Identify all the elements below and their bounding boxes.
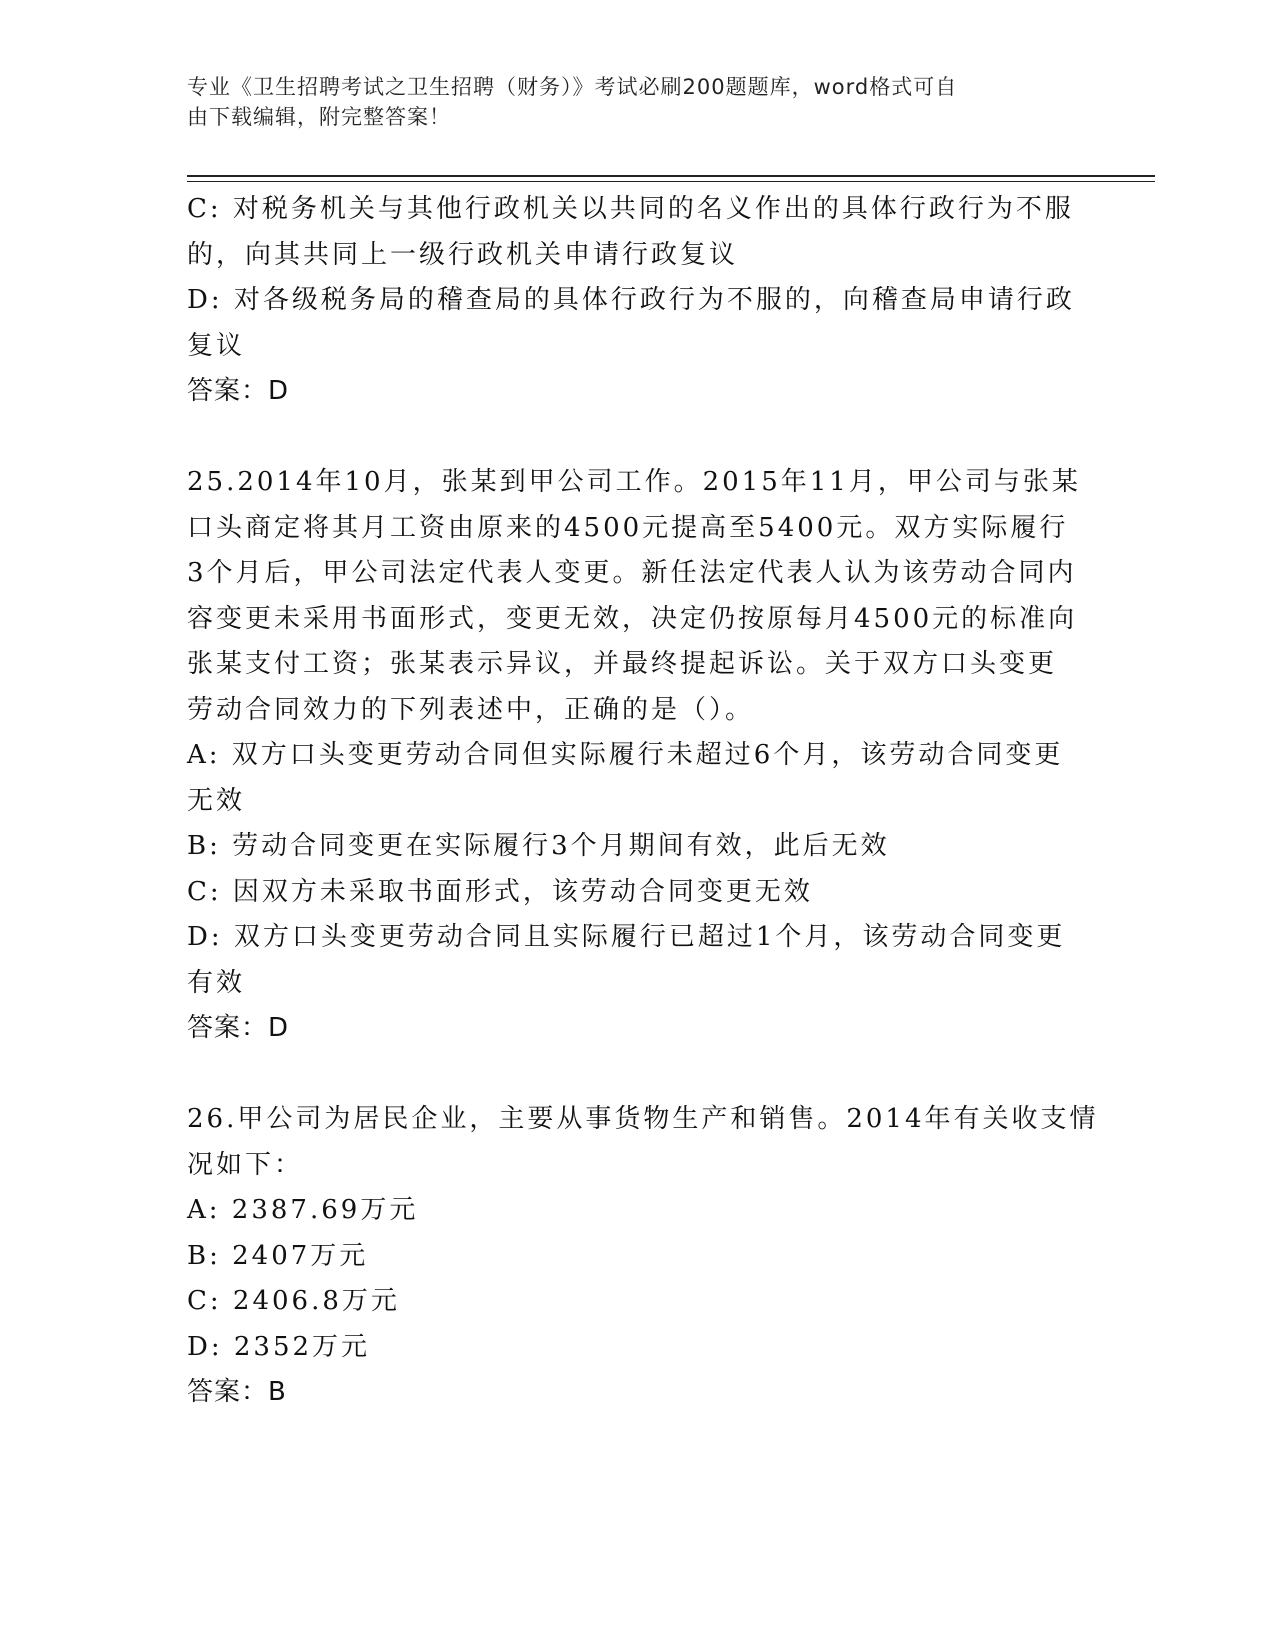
q26-answer: 答案：B [187, 1377, 287, 1407]
q25-stem-line-2: 口头商定将其月工资由原来的4500元提高至5400元。双方实际履行 [187, 512, 1069, 543]
q26-option-b: B: 2407万元 [187, 1240, 369, 1271]
q25-option-c: C: 因双方未采取书面形式，该劳动合同变更无效 [187, 876, 813, 907]
q26-option-d: D: 2352万元 [187, 1331, 371, 1362]
q25-stem-line-6: 劳动合同效力的下列表述中，正确的是（）。 [187, 694, 755, 725]
q25-option-a-line-1: A: 双方口头变更劳动合同但实际履行未超过6个月，该劳动合同变更 [187, 740, 1064, 770]
answer-line: 答案：D [187, 376, 290, 406]
question-26 [187, 1097, 1099, 1416]
option-d-line-2: 复议 [187, 330, 246, 361]
option-c-line-1: C: 对税务机关与其他行政机关以共同的名义作出的具体行政行为不服 [187, 194, 1074, 224]
q26-option-a: A: 2387.69万元 [187, 1195, 419, 1225]
spacer [187, 415, 1087, 461]
header-rule-thin [187, 181, 1155, 182]
q25-option-d-line-2: 有效 [187, 967, 246, 998]
q26-option-c: C: 2406.8万元 [187, 1286, 400, 1316]
q25-option-b: B: 劳动合同变更在实际履行3个月期间有效，此后无效 [187, 831, 890, 861]
header-rule-thick [187, 175, 1155, 177]
q26-stem-line-2: 况如下： [187, 1149, 304, 1180]
q26-stem-line-1: 26.甲公司为居民企业，主要从事货物生产和销售。2014年有关收支情 [187, 1104, 1099, 1134]
header-line-2: 由下载编辑，附完整答案！ [187, 105, 451, 129]
q25-stem-line-3: 3个月后，甲公司法定代表人变更。新任法定代表人认为该劳动合同内 [187, 558, 1077, 588]
question-25 [187, 460, 1087, 1052]
prev-question [187, 187, 1087, 415]
page-header [187, 72, 1067, 132]
q25-option-d-line-1: D: 双方口头变更劳动合同且实际履行已超过1个月，该劳动合同变更 [187, 922, 1066, 952]
header-line-1: 专业《卫生招聘考试之卫生招聘（财务）》考试必刷200题题库，word格式可自 [187, 75, 958, 99]
question-content [187, 187, 1099, 1416]
q25-stem-line-1: 25.2014年10月，张某到甲公司工作。2015年11月，甲公司与张某 [187, 467, 1081, 497]
q25-option-a-line-2: 无效 [187, 785, 246, 816]
q25-answer: 答案：D [187, 1013, 290, 1043]
option-c-line-2: 的，向其共同上一级行政机关申请行政复议 [187, 239, 739, 270]
spacer [187, 1052, 1087, 1098]
option-d-line-1: D: 对各级税务局的稽查局的具体行政行为不服的，向稽查局申请行政 [187, 285, 1075, 315]
q25-stem-line-5: 张某支付工资；张某表示异议，并最终提起诉讼。关于双方口头变更 [187, 649, 1058, 679]
q25-stem-line-4: 容变更未采用书面形式，变更无效，决定仍按原每月4500元的标准向 [187, 603, 1078, 634]
